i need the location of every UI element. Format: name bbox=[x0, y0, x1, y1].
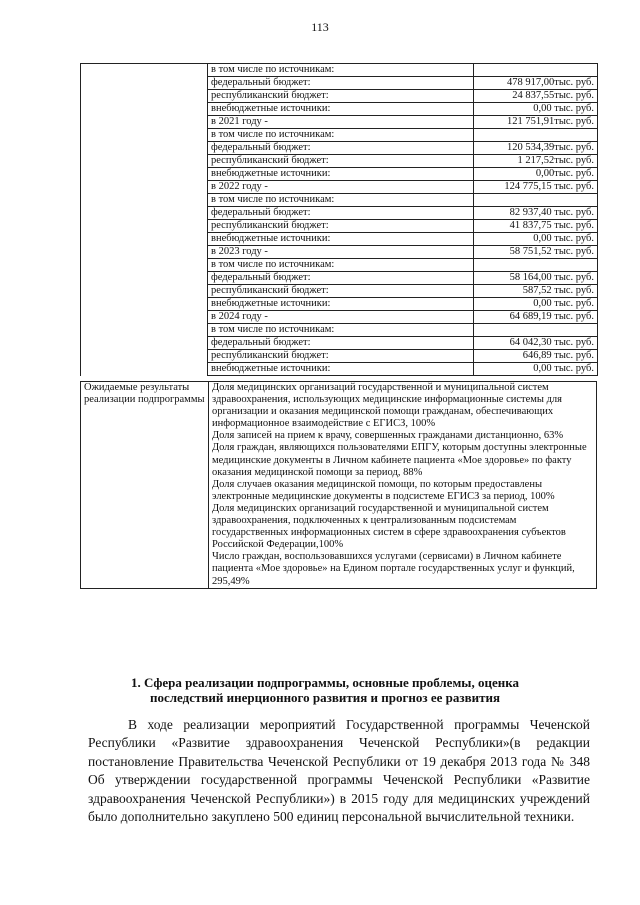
funding-label: в том числе по источникам: bbox=[208, 64, 474, 77]
funding-value: 121 751,91тыс. руб. bbox=[474, 116, 598, 129]
result-item: Число граждан, воспользовавшихся услугами (сервисами) в Личном кабинете пациента «Мое здоровье» на Едином портале государственных услуг и функций, 295,49% bbox=[212, 551, 575, 587]
funding-label: федеральный бюджет: bbox=[208, 337, 474, 350]
results-row bbox=[81, 382, 597, 589]
results-content bbox=[209, 382, 597, 589]
funding-value: 0,00 тыс. руб. bbox=[474, 103, 598, 116]
funding-value: 0,00тыс. руб. bbox=[474, 168, 598, 181]
funding-value: 58 751,52 тыс. руб. bbox=[474, 246, 598, 259]
funding-label: федеральный бюджет: bbox=[208, 207, 474, 220]
funding-label: в том числе по источникам: bbox=[208, 129, 474, 142]
funding-value bbox=[474, 64, 598, 77]
funding-value: 1 217,52тыс. руб. bbox=[474, 155, 598, 168]
funding-label: республиканский бюджет: bbox=[208, 220, 474, 233]
funding-label: республиканский бюджет: bbox=[208, 285, 474, 298]
funding-label: республиканский бюджет: bbox=[208, 350, 474, 363]
funding-value: 124 775,15 тыс. руб. bbox=[474, 181, 598, 194]
funding-label: внебюджетные источники: bbox=[208, 168, 474, 181]
funding-value: 478 917,00тыс. руб. bbox=[474, 77, 598, 90]
funding-value: 587,52 тыс. руб. bbox=[474, 285, 598, 298]
result-item: Доля граждан, являющихся пользователями ЕПГУ, которым доступны электронные медицинские документы в Личном кабинете пациента «Мое здоровье» по факту оказания медицинской помощи за период, 88% bbox=[212, 442, 587, 478]
funding-label: в том числе по источникам: bbox=[208, 194, 474, 207]
funding-value bbox=[474, 194, 598, 207]
funding-label: внебюджетные источники: bbox=[208, 298, 474, 311]
funding-value bbox=[474, 324, 598, 337]
funding-label: внебюджетные источники: bbox=[208, 363, 474, 376]
page-number: 113 bbox=[311, 20, 329, 34]
funding-label: в 2024 году - bbox=[208, 311, 474, 324]
funding-label: внебюджетные источники: bbox=[208, 233, 474, 246]
result-item: Доля случаев оказания медицинской помощи, по которым предоставлены электронные медицинские документы в подсистеме ЕГИСЗ за период, 100% bbox=[212, 478, 555, 502]
funding-value: 0,00 тыс. руб. bbox=[474, 363, 598, 376]
funding-value bbox=[474, 259, 598, 272]
funding-label: федеральный бюджет: bbox=[208, 77, 474, 90]
funding-side-cell bbox=[81, 64, 208, 376]
result-item: Доля медицинских организаций государственной и муниципальной систем здравоохранения, использующих медицинские информационные системы для организации и оказания медицинской помощи гражданам, обеспечивающих информационное взаимодействие с ЕГИСЗ, 100% bbox=[212, 382, 562, 430]
funding-label: в 2022 году - bbox=[208, 181, 474, 194]
results-table bbox=[80, 381, 597, 589]
funding-value: 41 837,75 тыс. руб. bbox=[474, 220, 598, 233]
funding-value: 64 042,30 тыс. руб. bbox=[474, 337, 598, 350]
funding-value: 120 534,39тыс. руб. bbox=[474, 142, 598, 155]
funding-value: 0,00 тыс. руб. bbox=[474, 233, 598, 246]
funding-value: 0,00 тыс. руб. bbox=[474, 298, 598, 311]
funding-label: в 2021 году - bbox=[208, 116, 474, 129]
funding-value: 82 937,40 тыс. руб. bbox=[474, 207, 598, 220]
section-title-line: последствий инерционного развития и прогноз ее развития bbox=[149, 690, 501, 705]
funding-value: 646,89 тыс. руб. bbox=[474, 350, 598, 363]
funding-label: республиканский бюджет: bbox=[208, 155, 474, 168]
funding-label: в том числе по источникам: bbox=[208, 259, 474, 272]
result-item: Доля медицинских организаций государственной и муниципальной систем здравоохранения, подключенных к централизованным подсистемам государственных информационных систем в сфере здравоохранения субъектов Российской Федерации,100% bbox=[212, 502, 566, 551]
funding-value: 58 164,00 тыс. руб. bbox=[474, 272, 598, 285]
funding-label: федеральный бюджет: bbox=[208, 142, 474, 155]
funding-label: федеральный бюджет: bbox=[208, 272, 474, 285]
section-title-line: 1. Сфера реализации подпрограммы, основные проблемы, оценка bbox=[130, 675, 519, 690]
funding-value: 24 837,55тыс. руб. bbox=[474, 90, 598, 103]
body-paragraph: В ходе реализации мероприятий Государственной программы Чеченской Республики «Развитие здравоохранения Чеченской Республики»(в редакции постановление Правительства Чеченской Республики от 19 декабря 2013 года № 348 Об утверждении государственной программы Чеченской Республики «Развитие здравоохранения Чеченской Республики») в 2015 году для медицинских учреждений было дополнительно закуплено 500 единиц персональной вычислительной техники. bbox=[88, 717, 590, 825]
result-item: Доля записей на прием к врачу, совершенных гражданами дистанционно, 63% bbox=[212, 430, 564, 442]
funding-label: в том числе по источникам: bbox=[208, 324, 474, 337]
funding-value: 64 689,19 тыс. руб. bbox=[474, 311, 598, 324]
section-title bbox=[60, 675, 590, 705]
funding-label: республиканский бюджет: bbox=[208, 90, 474, 103]
results-label: Ожидаемые результаты реализации подпрограммы bbox=[81, 382, 209, 589]
funding-label: внебюджетные источники: bbox=[208, 103, 474, 116]
funding-table bbox=[80, 63, 598, 376]
funding-value bbox=[474, 129, 598, 142]
funding-label: в 2023 году - bbox=[208, 246, 474, 259]
funding-row bbox=[81, 64, 598, 77]
